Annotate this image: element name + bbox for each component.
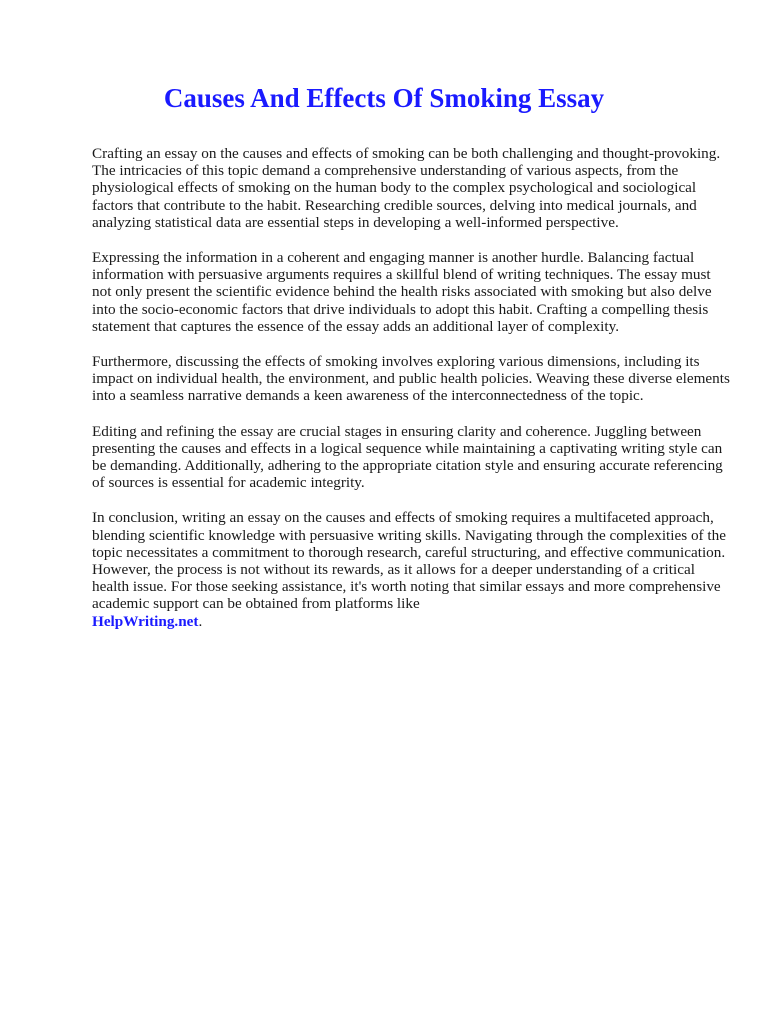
paragraph-4: Editing and refining the essay are crucial stages in ensuring clarity and coherence. Juggling between presenting the causes and effects in a logical sequence while maintaining a captivating writing style can be demanding. Additionally, adhering to the appropriate citation style and ensuring accurate referencing of sources is essential for academic integrity. xyxy=(92,422,723,492)
page-title: Causes And Effects Of Smoking Essay xyxy=(163,83,605,113)
helpwriting-link[interactable]: HelpWriting.net xyxy=(92,612,199,630)
paragraph-3: Furthermore, discussing the effects of smoking involves exploring various dimensions, including its impact on individual health, the environment, and public health policies. Weaving these diverse elements into a seamless narrative demands a keen awareness of the interconnectedness of the topic. xyxy=(92,353,730,405)
conclusion-period: . xyxy=(198,612,203,630)
paragraph-2: Expressing the information in a coherent and engaging manner is another hurdle. Balancing factual information with persuasive arguments requires a skillful blend of writing techniques. The essay must not only present the scientific evidence behind the health risks associated with smoking but also delve into the socio-economic factors that drive individuals to adopt this habit. Crafting a compelling thesis statement that captures the essence of the essay adds an additional layer of complexity. xyxy=(92,249,712,335)
paragraph-1: Crafting an essay on the causes and effects of smoking can be both challenging and thought-provoking. The intricacies of this topic demand a comprehensive understanding of various aspects, from the physiological effects of smoking on the human body to the complex psychological and sociological factors that contribute to the habit. Researching credible sources, delving into medical journals, and analyzing statistical data are essential steps in developing a well-informed perspective. xyxy=(92,145,721,231)
essay-body xyxy=(92,145,732,648)
paragraph-conclusion xyxy=(92,509,732,629)
conclusion-text: In conclusion, writing an essay on the causes and effects of smoking requires a multifaceted approach, blending scientific knowledge with persuasive writing skills. Navigating through the complexities of the topic necessitates a commitment to thorough research, careful structuring, and effective communication. However, the process is not without its rewards, as it allows for a deeper understanding of a critical health issue. For those seeking assistance, it's worth noting that similar essays and more comprehensive academic support can be obtained from platforms like xyxy=(92,509,726,613)
